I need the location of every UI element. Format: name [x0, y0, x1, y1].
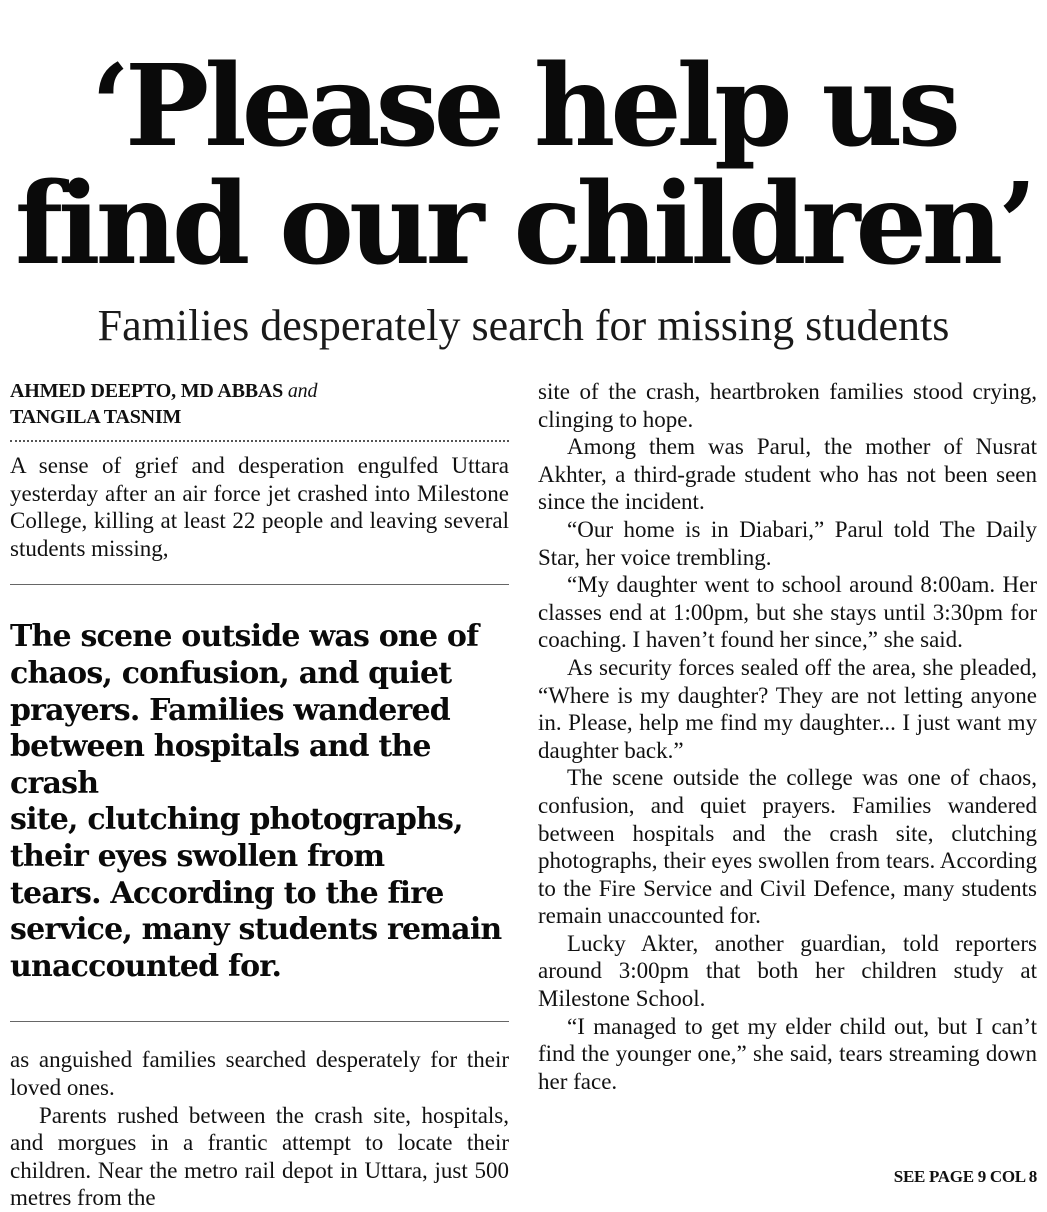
body-paragraph: “I managed to get my elder child out, but I can’t find the younger one,” she said, tears streaming down her face.: [538, 1013, 1037, 1094]
pullquote-line: their eyes swollen from: [10, 838, 385, 874]
pullquote-top-rule: [10, 584, 509, 585]
body-paragraph: The scene outside the college was one of chaos, confusion, and quiet prayers. Families wandered between hospitals and the crash site, clutching photographs, their eyes swollen from tears. According to the Fire Service and Civil Defence, many students remain unaccounted for.: [538, 765, 1037, 929]
pullquote-bottom-rule: [10, 1021, 509, 1022]
byline-last-name: TANGILA TASNIM: [10, 406, 182, 428]
body-paragraph: “My daughter went to school around 8:00am. Her classes end at 1:00pm, but she stays until 3:30pm for coaching. I haven’t found her since,” she said.: [538, 572, 1037, 653]
headline-line-2: find our children’: [14, 159, 1033, 290]
left-column: [10, 378, 509, 1212]
body-paragraph: “Our home is in Diabari,” Parul told The Daily Star, her voice trembling.: [538, 516, 1037, 570]
pullquote-line: The scene outside was one of: [10, 619, 479, 655]
body-paragraph: as anguished families searched desperately for their loved ones.: [10, 1047, 509, 1100]
byline-names: AHMED DEEPTO, MD ABBAS: [10, 380, 284, 402]
byline: [10, 378, 509, 430]
byline-divider: [10, 440, 509, 442]
pullquote-line: tears. According to the fire: [10, 875, 444, 911]
body-paragraph: As security forces sealed off the area, she pleaded, “Where is my daughter? They are not letting anyone in. Please, help me find my daughter... I just want my daughter back.”: [538, 654, 1037, 763]
pullquote-line: chaos, confusion, and quiet: [10, 655, 452, 691]
lead-paragraph: A sense of grief and desperation engulfed Uttara yesterday after an air force jet crashed into Milestone College, killing at least 22 people and leaving several students missing,: [10, 453, 509, 561]
byline-conjunction: and: [287, 380, 318, 402]
pullquote-line: service, many students remain: [10, 912, 502, 948]
subheadline: Families desperately search for missing students: [97, 301, 950, 350]
body-paragraph: site of the crash, heartbroken families stood crying, clinging to hope.: [538, 379, 1037, 432]
pullquote-line: between hospitals and the crash: [10, 729, 431, 801]
pullquote: [10, 619, 509, 985]
jump-line: SEE PAGE 9 COL 8: [893, 1167, 1037, 1186]
body-paragraph: Lucky Akter, another guardian, told reporters around 3:00pm that both her children study at Milestone School.: [538, 930, 1037, 1012]
right-column: [538, 378, 1037, 1095]
body-paragraph: Among them was Parul, the mother of Nusrat Akhter, a third-grade student who has not been seen since the incident.: [538, 434, 1037, 515]
headline: [0, 41, 1047, 290]
body-paragraph: Parents rushed between the crash site, hospitals, and morgues in a frantic attempt to locate their children. Near the metro rail depot in Uttara, just 500 metres from the: [10, 1102, 509, 1211]
headline-line-1: ‘Please help us: [91, 41, 956, 172]
pullquote-line: unaccounted for.: [10, 948, 282, 984]
pullquote-line: prayers. Families wandered: [10, 692, 450, 728]
pullquote-line: site, clutching photographs,: [10, 802, 463, 838]
